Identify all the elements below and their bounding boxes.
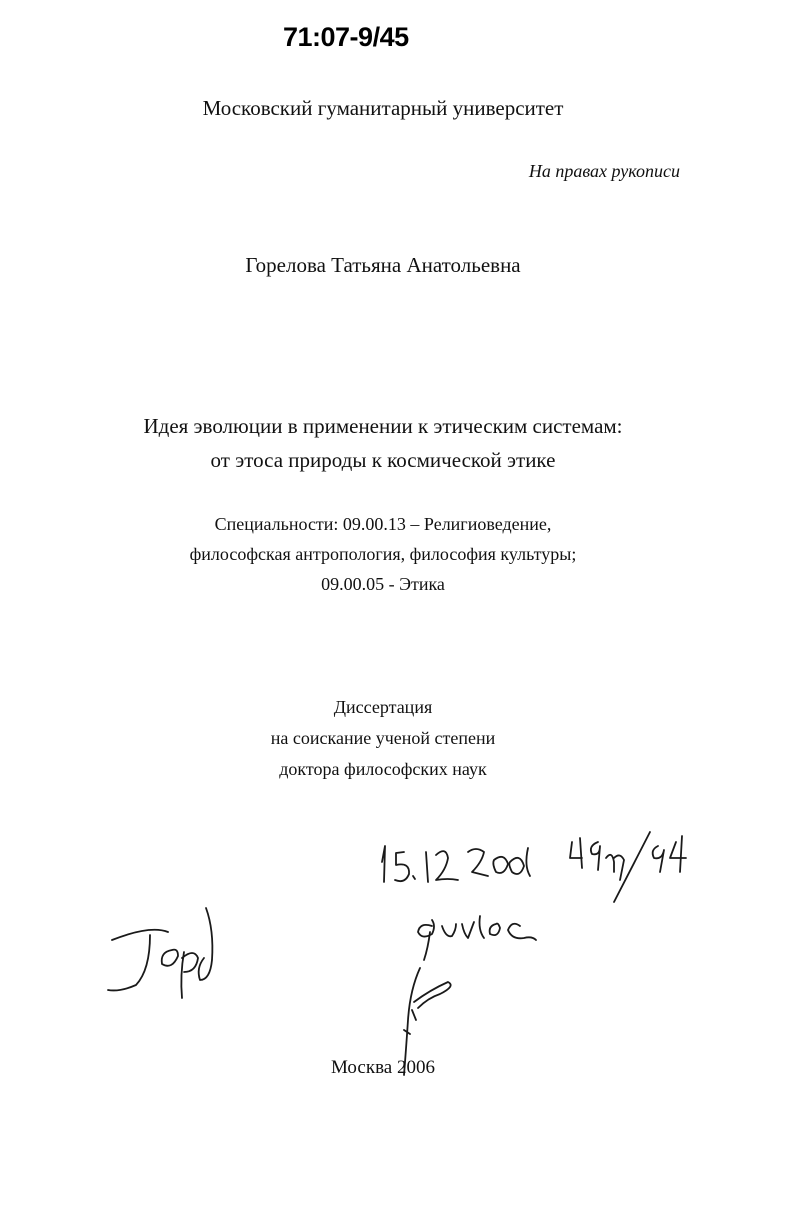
degree-line-2: на соискание ученой степени: [270, 728, 496, 748]
title-line-1: Идея эволюции в применении к этическим системам:: [143, 414, 623, 438]
degree-line-3: доктора философских наук: [279, 759, 487, 779]
archive-code: 71:07-9/45: [283, 22, 409, 52]
university-name: Московский гуманитарный университет: [202, 96, 564, 120]
dissertation-title: [0, 409, 766, 477]
specialties-line-3: 09.00.05 - Этика: [321, 574, 445, 594]
handwritten-word: [418, 916, 536, 960]
specialties: [0, 509, 766, 599]
specialties-line-1: Специальности: 09.00.13 – Религиоведение,: [214, 514, 552, 534]
author-name: Горелова Татьяна Анатольевна: [245, 253, 521, 277]
signature-left: [108, 908, 212, 998]
specialties-line-2: философская антропология, философия культуры;: [189, 544, 577, 564]
handwritten-date: [382, 846, 530, 882]
city-year: Москва 2006: [331, 1057, 435, 1078]
title-line-2: от этоса природы к космической этике: [210, 448, 556, 472]
degree-line-1: Диссертация: [333, 697, 433, 717]
handwritten-number: [570, 832, 686, 902]
dissertation-degree: [0, 692, 766, 785]
rights-note: На правах рукописи: [528, 161, 680, 181]
